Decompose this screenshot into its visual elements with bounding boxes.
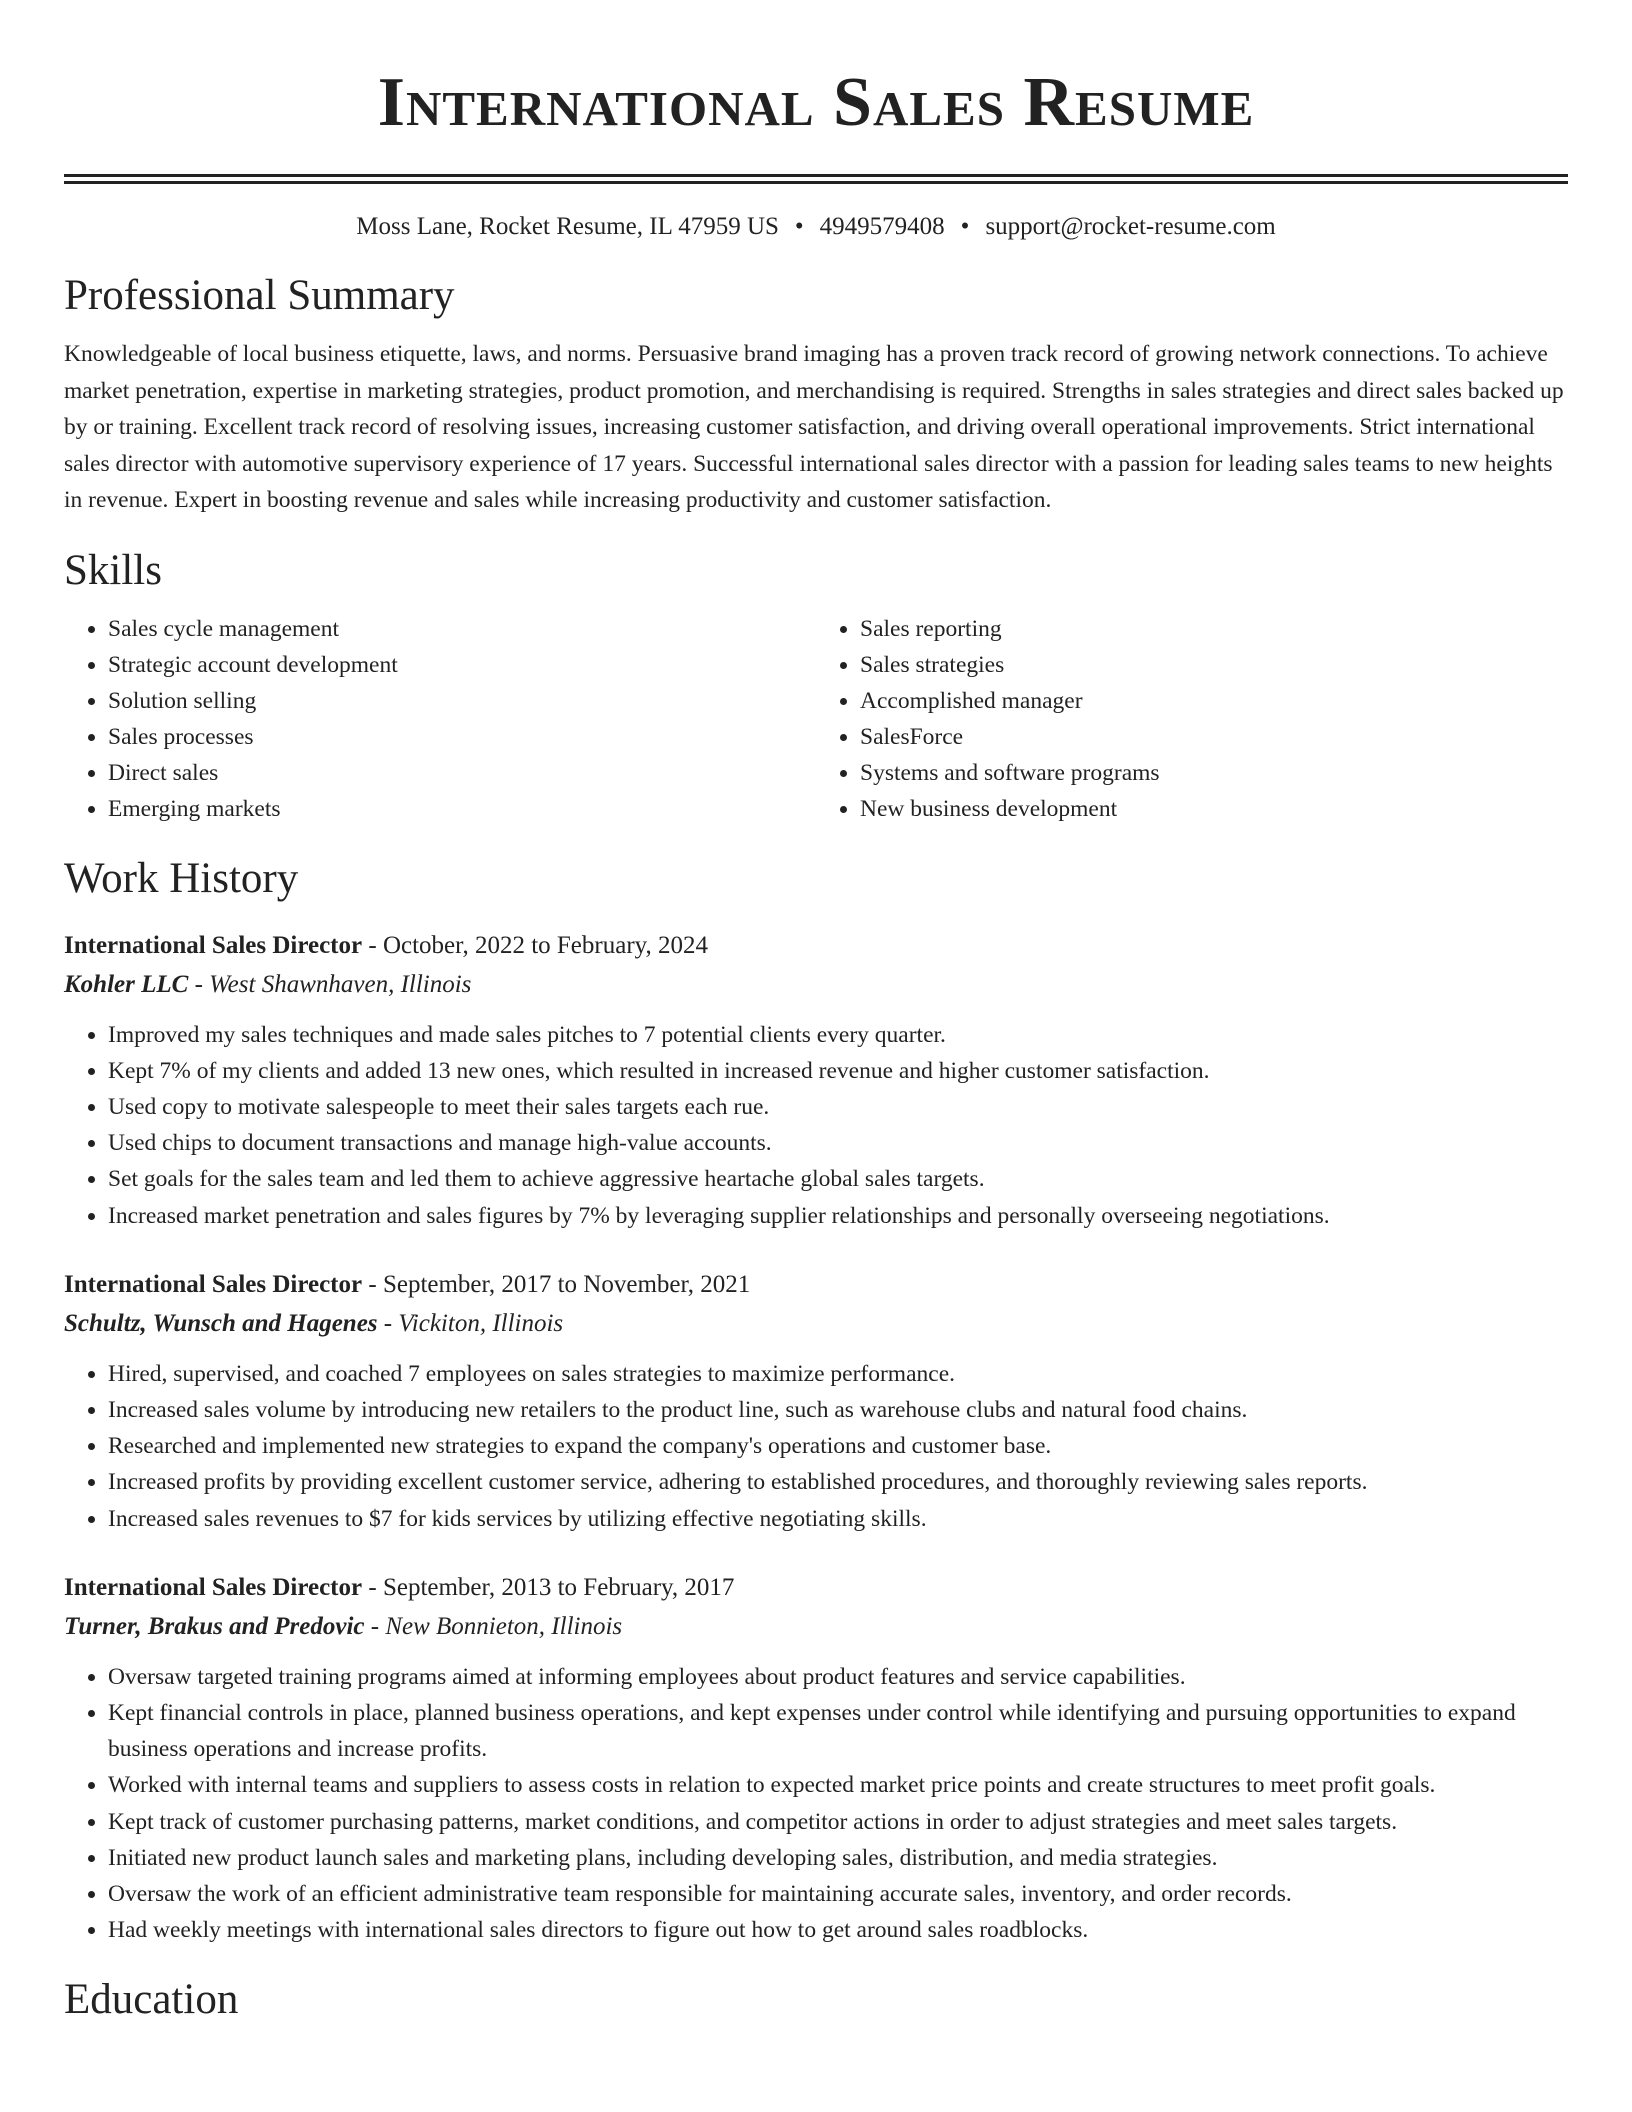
job-location: New Bonnieton, Illinois <box>385 1612 623 1640</box>
summary-text: Knowledgeable of local business etiquette, laws, and norms. Persuasive brand imaging has a proven track record of growing network connections. To achieve market penetration, expertise in marketing strategies, product promotion, and merchandising is required. Strengths in sales strategies and direct sales backed up by or training. Excellent track record of resolving issues, increasing customer satisfaction, and driving overall operational improvements. Strict international sales director with automotive supervisory experience of 17 years. Successful international sales director with a passion for leading sales teams to new heights in revenue. Expert in boosting revenue and sales while increasing productivity and customer satisfaction. <box>64 341 1564 513</box>
work-history-section <box>64 851 1568 1949</box>
job-company-line: Turner, Brakus and Predovic - New Bonnieton, Illinois <box>64 1612 623 1640</box>
job-bullet: • Used copy to motivate salespeople to meet their sales targets each rue. <box>108 1089 1568 1125</box>
skills-right-list <box>816 611 1568 827</box>
job-company-line: Kohler LLC - West Shawnhaven, Illinois <box>64 970 472 998</box>
skill-item: • Solution selling <box>108 683 816 719</box>
job-bullet: • Hired, supervised, and coached 7 employees on sales strategies to maximize performance. <box>108 1356 1568 1392</box>
skill-item: • Systems and software programs <box>860 755 1568 791</box>
summary-heading: Professional Summary <box>64 272 455 319</box>
education-section <box>64 1972 1568 2028</box>
skill-item: • Accomplished manager <box>860 683 1568 719</box>
skills-columns <box>64 611 1568 827</box>
job-title: International Sales Director <box>64 1573 363 1601</box>
contact-line <box>64 210 1568 244</box>
job-bullets <box>64 1659 1568 1949</box>
job-bullet: • Kept financial controls in place, planned business operations, and kept expenses under control while identifying and pursuing opportunities to expand business operations and increase profits. <box>108 1695 1568 1767</box>
job-bullet: • Oversaw targeted training programs aimed at informing employees about product features and service capabilities. <box>108 1659 1568 1695</box>
skills-section <box>64 543 1568 827</box>
job-dates: September, 2017 to November, 2021 <box>382 1270 751 1298</box>
skill-item: • Sales strategies <box>860 647 1568 683</box>
job-bullets <box>64 1356 1568 1537</box>
job-company: Schultz, Wunsch and Hagenes <box>64 1309 378 1337</box>
skill-item: • Sales reporting <box>860 611 1568 647</box>
skill-item: • Direct sales <box>108 755 816 791</box>
contact-separator: • <box>960 213 970 240</box>
job-bullet: • Increased market penetration and sales figures by 7% by leveraging supplier relationships and personally overseeing negotiations. <box>108 1198 1568 1234</box>
job-bullet: • Worked with internal teams and suppliers to assess costs in relation to expected market price points and create structures to meet profit goals. <box>108 1767 1568 1803</box>
job-title: International Sales Director <box>64 931 363 959</box>
job-location: Vickiton, Illinois <box>398 1309 564 1337</box>
work-history-heading: Work History <box>64 854 299 902</box>
job-bullet: • Oversaw the work of an efficient administrative team responsible for maintaining accurate sales, inventory, and order records. <box>108 1876 1568 1912</box>
summary-section <box>64 268 1568 519</box>
job-heading: International Sales Director - October, 2022 to February, 2024 <box>64 931 709 959</box>
skill-item: • Strategic account development <box>108 647 816 683</box>
skill-item: • Sales cycle management <box>108 611 816 647</box>
job-entry <box>64 1569 1568 1949</box>
job-heading: International Sales Director - September, 2017 to November, 2021 <box>64 1270 751 1298</box>
skill-item: • SalesForce <box>860 719 1568 755</box>
title-double-rule <box>64 174 1568 184</box>
job-location: West Shawnhaven, Illinois <box>209 970 472 998</box>
job-bullet: • Increased profits by providing excellent customer service, adhering to established procedures, and thoroughly reviewing sales reports. <box>108 1464 1568 1500</box>
job-company: Turner, Brakus and Predovic <box>64 1612 365 1640</box>
skills-left-list <box>64 611 816 827</box>
job-company-line: Schultz, Wunsch and Hagenes - Vickiton, Illinois <box>64 1309 564 1337</box>
job-entry <box>64 1266 1568 1537</box>
job-title: International Sales Director <box>64 1270 363 1298</box>
job-company: Kohler LLC <box>64 970 189 998</box>
job-dates: October, 2022 to February, 2024 <box>382 931 709 959</box>
job-bullet: • Initiated new product launch sales and marketing plans, including developing sales, distribution, and media strategies. <box>108 1840 1568 1876</box>
job-bullet: • Increased sales revenues to $7 for kids services by utilizing effective negotiating skills. <box>108 1501 1568 1537</box>
job-bullet: • Increased sales volume by introducing new retailers to the product line, such as warehouse clubs and natural food chains. <box>108 1392 1568 1428</box>
job-heading: International Sales Director - September, 2013 to February, 2017 <box>64 1573 735 1601</box>
job-bullet: • Had weekly meetings with international sales directors to figure out how to get around sales roadblocks. <box>108 1912 1568 1948</box>
job-bullet: • Researched and implemented new strategies to expand the company's operations and customer base. <box>108 1428 1568 1464</box>
job-entry <box>64 927 1568 1234</box>
job-dates: September, 2013 to February, 2017 <box>382 1573 735 1601</box>
contact-phone: 4949579408 <box>819 213 945 240</box>
job-bullet: • Improved my sales techniques and made sales pitches to 7 potential clients every quarter. <box>108 1017 1568 1053</box>
job-bullets <box>64 1017 1568 1234</box>
job-bullet: • Set goals for the sales team and led them to achieve aggressive heartache global sales targets. <box>108 1161 1568 1197</box>
skill-item: • Emerging markets <box>108 791 816 827</box>
contact-email: support@rocket-resume.com <box>985 213 1276 240</box>
job-bullet: • Kept 7% of my clients and added 13 new ones, which resulted in increased revenue and higher customer satisfaction. <box>108 1053 1568 1089</box>
education-heading: Education <box>64 1976 239 2024</box>
skill-item: • Sales processes <box>108 719 816 755</box>
resume-title: International Sales Resume <box>377 64 1255 141</box>
job-bullet: • Kept track of customer purchasing patterns, market conditions, and competitor actions in order to adjust strategies and meet sales targets. <box>108 1804 1568 1840</box>
contact-address: Moss Lane, Rocket Resume, IL 47959 US <box>356 213 779 240</box>
skills-heading: Skills <box>64 546 162 594</box>
contact-separator: • <box>794 213 804 240</box>
skill-item: • New business development <box>860 791 1568 827</box>
job-bullet: • Used chips to document transactions and manage high-value accounts. <box>108 1125 1568 1161</box>
